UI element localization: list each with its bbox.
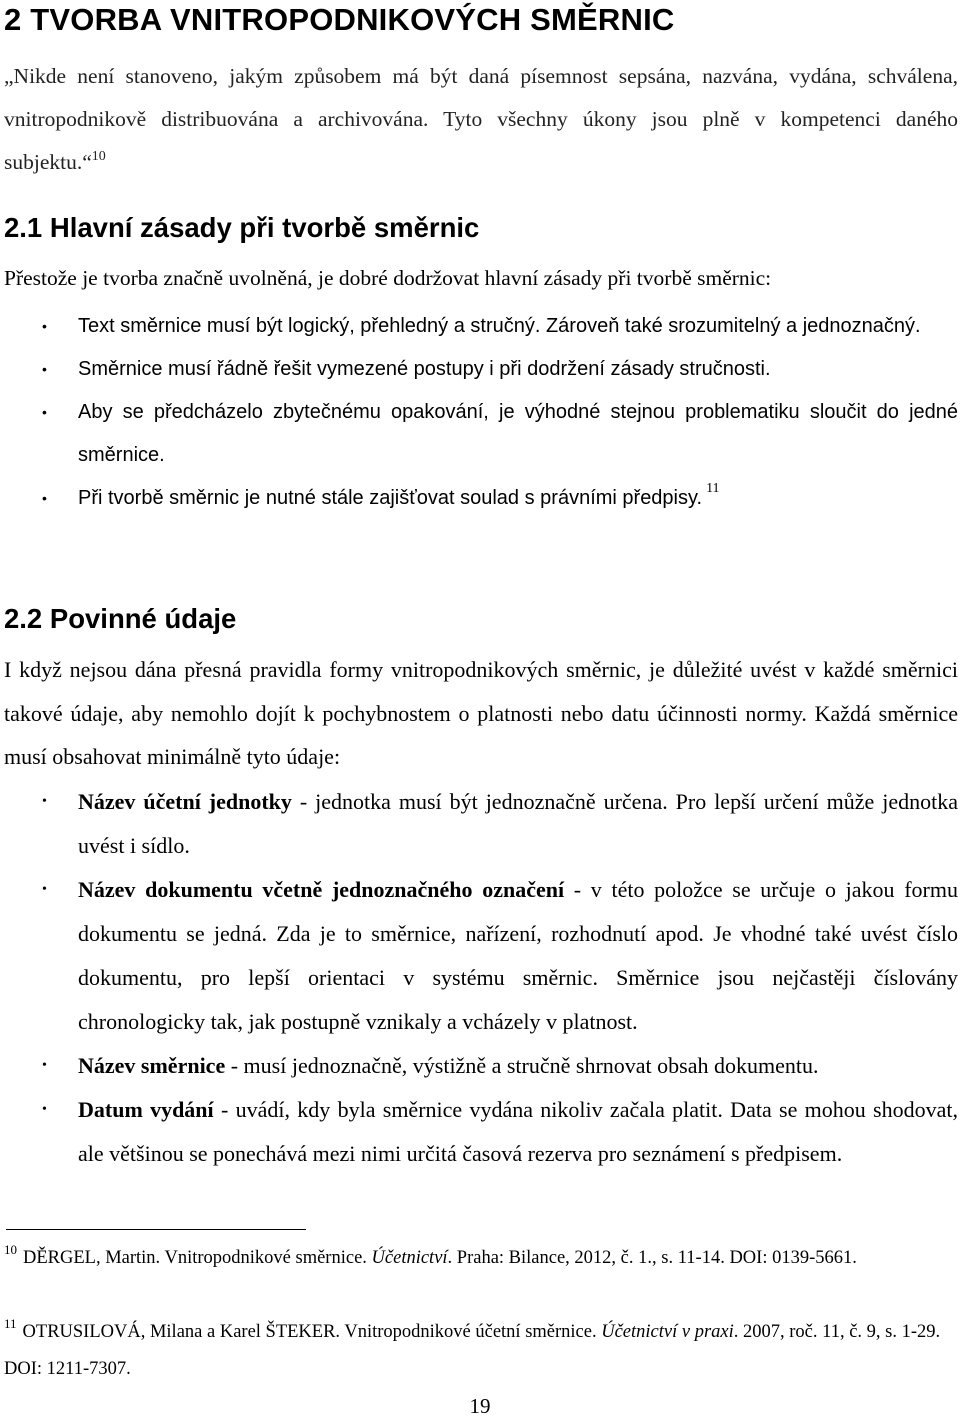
list-item: • Aby se předcházelo zbytečnému opakování, je výhodné stejnou problematiku sloučit do jedné směrnice. bbox=[4, 391, 958, 477]
required-data-list bbox=[4, 780, 958, 1176]
list-item: • Název účetní jednotky - jednotka musí být jednoznačně určena. Pro lepší určení může jednotka uvést i sídlo. bbox=[4, 780, 958, 868]
section-2-lead: I když nejsou dána přesná pravidla formy vnitropodnikových směrnic, je důležité uvést v každé směrnici takové údaje, aby nemohlo dojít k pochybnostem o platnosti nebo datu účinnosti normy. Každá směrnice musí obsahovat minimálně tyto údaje: bbox=[4, 657, 958, 769]
list-item: • Při tvorbě směrnic je nutné stále zajišťovat soulad s právními předpisy. $^{11}$ bbox=[4, 477, 958, 522]
list-item: • Směrnice musí řádně řešit vymezené postupy i při dodržení zásady stručnosti. bbox=[4, 348, 958, 391]
footnote-divider bbox=[6, 1229, 306, 1230]
footnote-ref-10: 10 bbox=[91, 149, 106, 164]
footnote-ref-11: 11 bbox=[706, 481, 720, 496]
principles-list bbox=[4, 305, 958, 522]
section-1-lead: Přestože je tvorba značně uvolněná, je dobré dodržovat hlavní zásady při tvorbě směrnic: bbox=[4, 266, 772, 290]
term: Název dokumentu včetně jednoznačného označení bbox=[78, 877, 565, 902]
section-heading-2-1: 2.1 Hlavní zásady při tvorbě směrnic bbox=[4, 212, 480, 243]
bullet-icon: • bbox=[42, 1102, 47, 1117]
bullet-icon: • bbox=[42, 361, 47, 377]
bullet-icon: • bbox=[42, 1058, 47, 1073]
footnote-11: $^{11}$ OTRUSILOVÁ, Milana a Karel ŠTEKER. Vnitropodnikové účetní směrnice. Účetnictví v praxi. 2007, roč. 11, č. 9, s. 1-29. DOI: 1211-7307. bbox=[4, 1316, 941, 1379]
bullet-icon: • bbox=[42, 490, 47, 506]
footnote-10: $^{10}$ DĚRGEL, Martin. Vnitropodnikové směrnice. Účetnictví. Praha: Bilance, 2012, č. 1., s. 11-14. DOI: 0139-5661. bbox=[4, 1242, 857, 1268]
list-item: • Název směrnice - musí jednoznačně, výstižně a stručně shrnovat obsah dokumentu. bbox=[4, 1044, 958, 1088]
bullet-icon: • bbox=[42, 882, 47, 897]
list-item: • Název dokumentu včetně jednoznačného označení - v této položce se určuje o jakou formu dokumentu se jedná. Zda je to směrnice, nařízení, rozhodnutí apod. Je vhodné také uvést číslo dokumentu, pro lepší orientaci v systému směrnic. Směrnice jsou nejčastěji číslovány chronologicky tak, jak postupně vznikaly a vcházely v platnost. bbox=[4, 868, 958, 1044]
term: Datum vydání bbox=[78, 1097, 214, 1122]
list-item: • Text směrnice musí být logický, přehledný a stručný. Zároveň také srozumitelný a jednoznačný. bbox=[4, 305, 958, 348]
chapter-title: 2 TVORBA VNITROPODNIKOVÝCH SMĚRNIC bbox=[4, 2, 675, 37]
page-number: 19 bbox=[469, 1394, 491, 1418]
intro-quote bbox=[4, 55, 958, 184]
bullet-icon: • bbox=[42, 794, 47, 809]
term: Název směrnice bbox=[78, 1053, 226, 1078]
term: Název účetní jednotky bbox=[78, 789, 292, 814]
bullet-icon: • bbox=[42, 318, 47, 334]
intro-quote-text: „Nikde není stanoveno, jakým způsobem má být daná písemnost sepsána, nazvána, vydána, schválena, vnitropodnikově distribuována a archivována. Tyto všechny úkony jsou plně v kompetenci daného subjektu.“ bbox=[4, 64, 958, 174]
list-item: • Datum vydání - uvádí, kdy byla směrnice vydána nikoliv začala platit. Data se mohou shodovat, ale většinou se ponechává mezi nimi určitá časová rezerva pro seznámení s předpisem. bbox=[4, 1088, 958, 1176]
bullet-icon: • bbox=[42, 404, 47, 420]
section-heading-2-2: 2.2 Povinné údaje bbox=[4, 603, 237, 634]
